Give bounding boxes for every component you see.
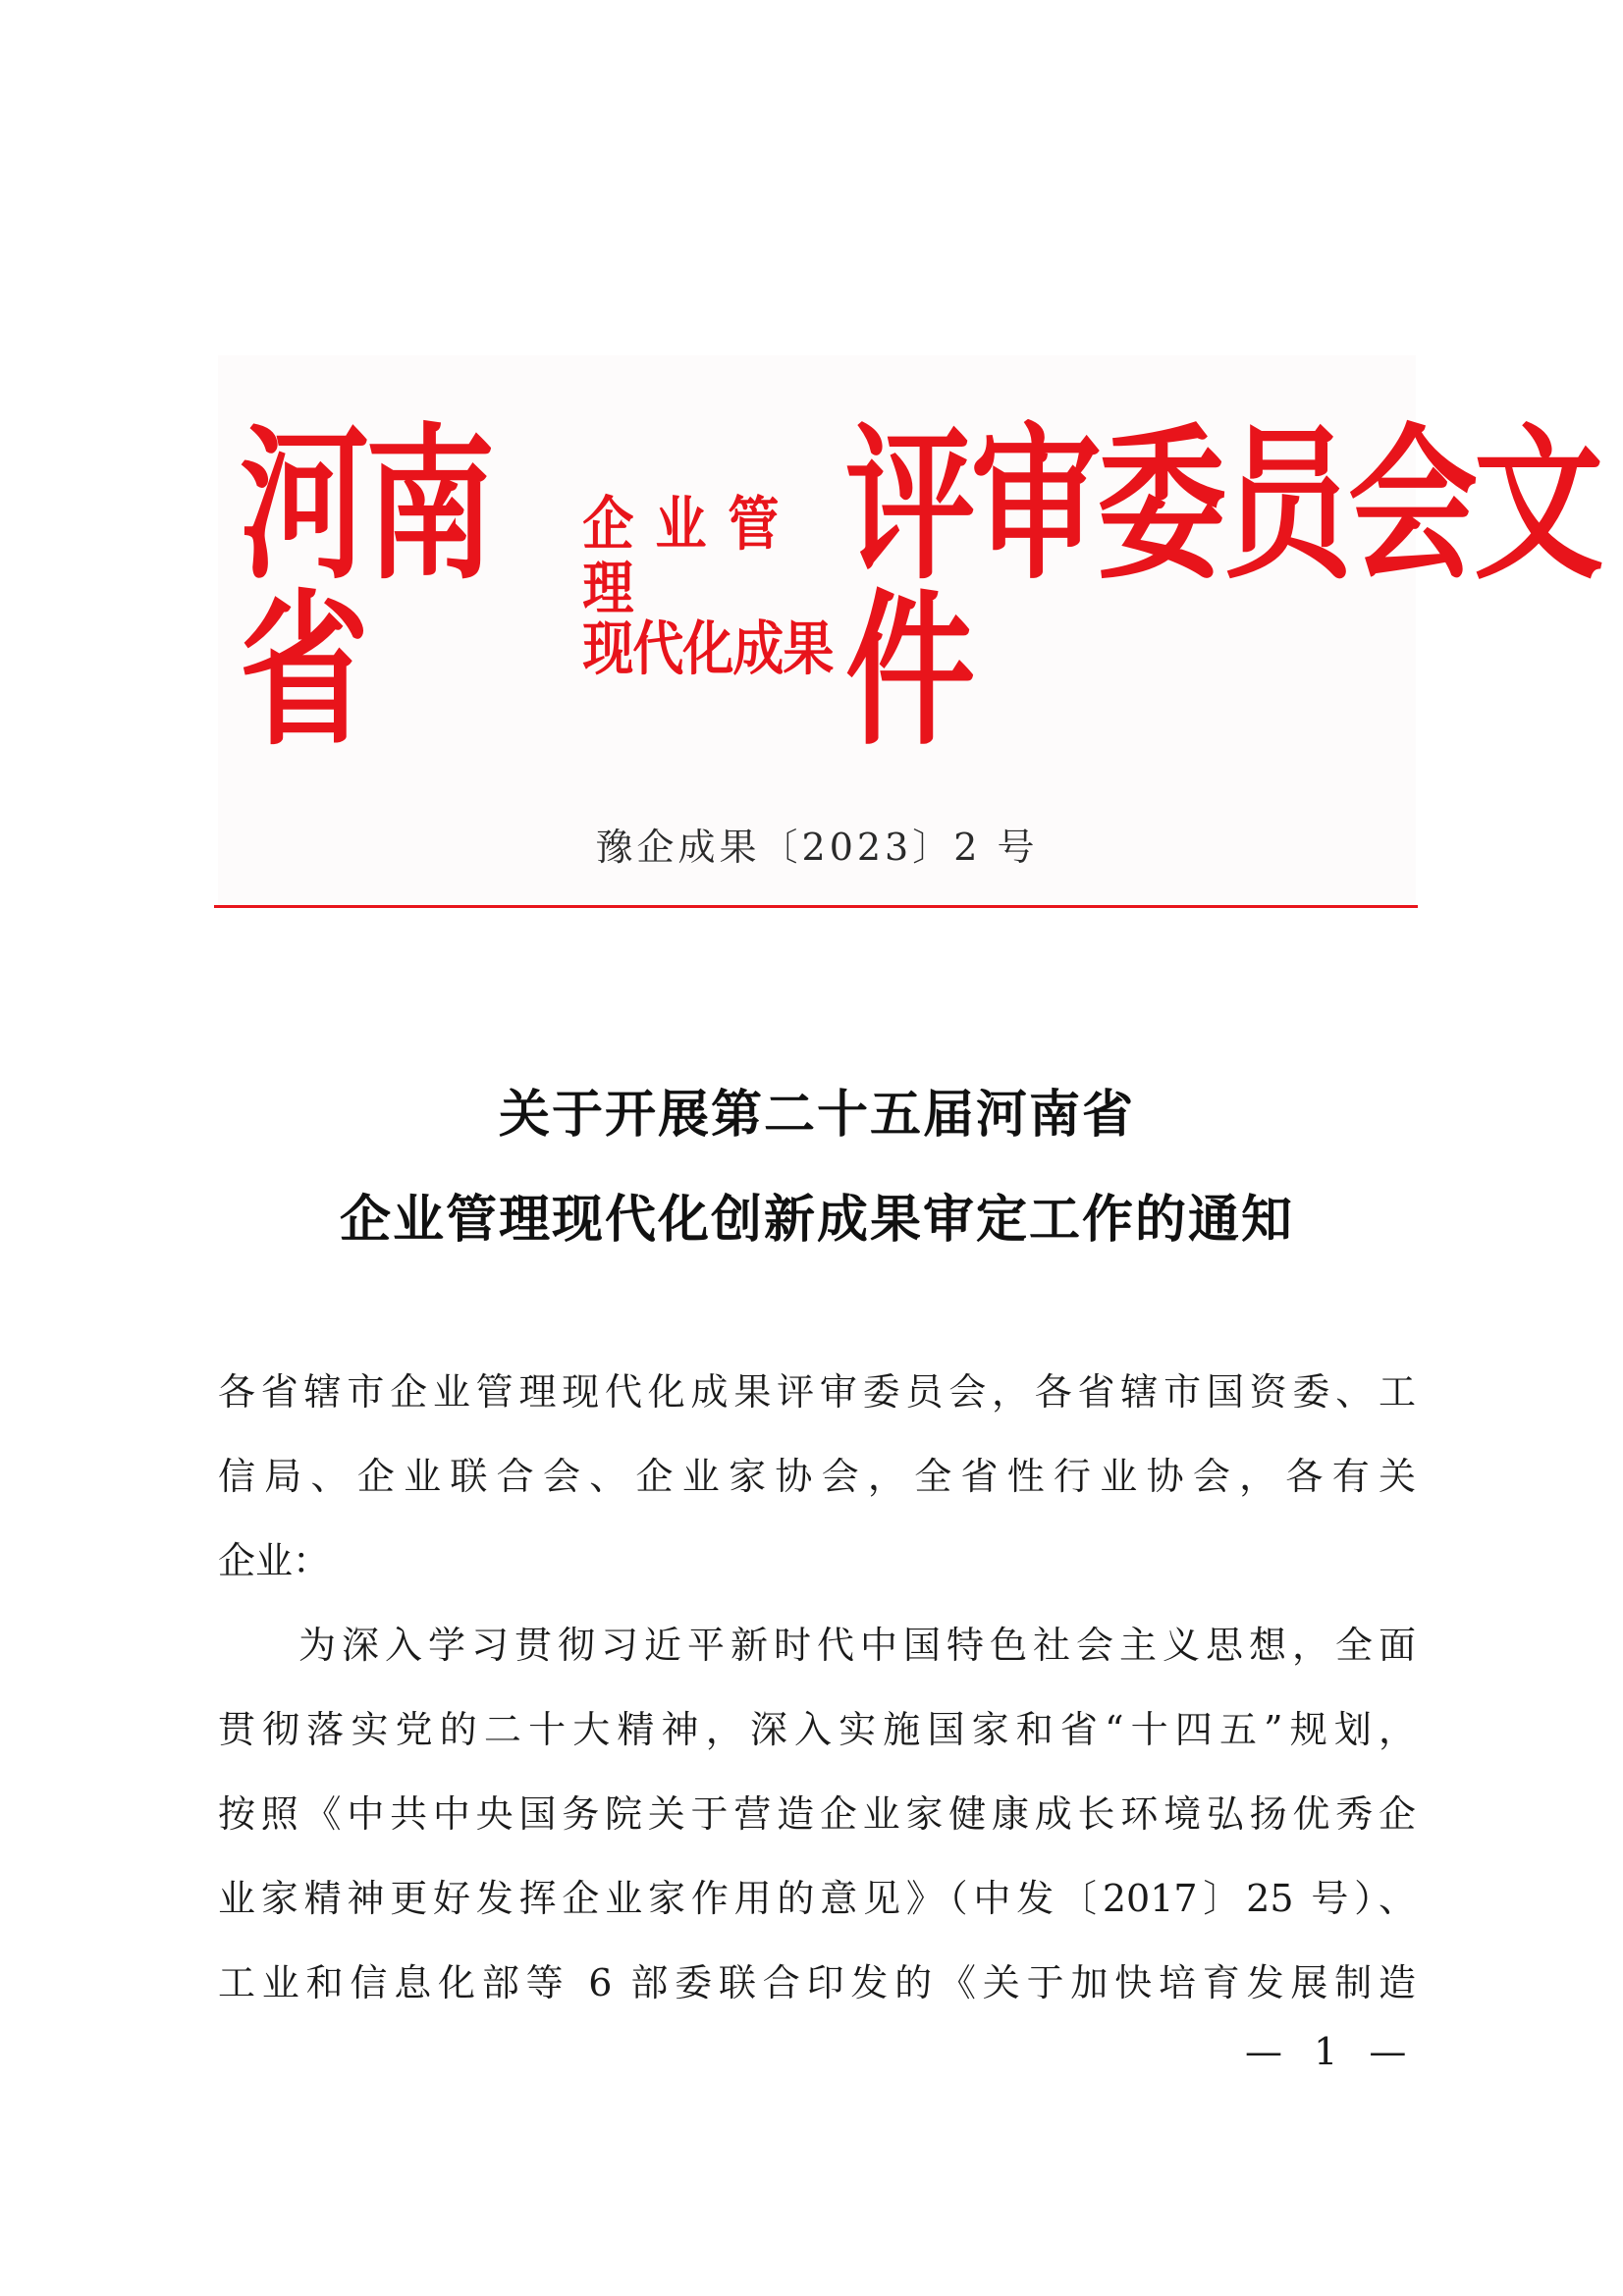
red-divider [214,905,1418,908]
body-line: 企业： [218,1539,331,1582]
masthead [240,407,1623,770]
body-line: 按照《中共中央国务院关于营造企业家健康成长环境弘扬优秀企 [218,1792,1416,1836]
document-number: 豫企成果〔2023〕2 号 [595,826,1039,869]
body-line: 贯彻落实党的二十大精神，深入实施国家和省“十四五”规划， [218,1708,1416,1751]
page-number: — 1 — [1245,2030,1417,2073]
title-line-1: 关于开展第二十五届河南省 [498,1085,1135,1145]
body-line: 各省辖市企业管理现代化成果评审委员会，各省辖市国资委、工 [218,1370,1416,1414]
body-line: 信局、企业联合会、企业家协会，全省性行业协会，各有关 [218,1455,1416,1498]
title-line-2: 企业管理现代化创新成果审定工作的通知 [339,1190,1294,1250]
masthead-stack [582,490,839,684]
body-line: 工业和信息化部等 6 部委联合印发的《关于加快培育发展制造 [218,1961,1416,2004]
masthead-committee: 评审委员会文件 [845,407,1600,770]
masthead-stack-line2: 现代化成果 [582,614,834,684]
masthead-stack-line1: 企业管理 [582,490,801,624]
masthead-province: 河南省 [240,407,491,770]
body-line: 业家精神更好发挥企业家作用的意见》（中发〔2017〕25 号）、 [218,1877,1416,1920]
body-line: 为深入学习贯彻习近平新时代中国特色社会主义思想，全面 [298,1624,1416,1667]
